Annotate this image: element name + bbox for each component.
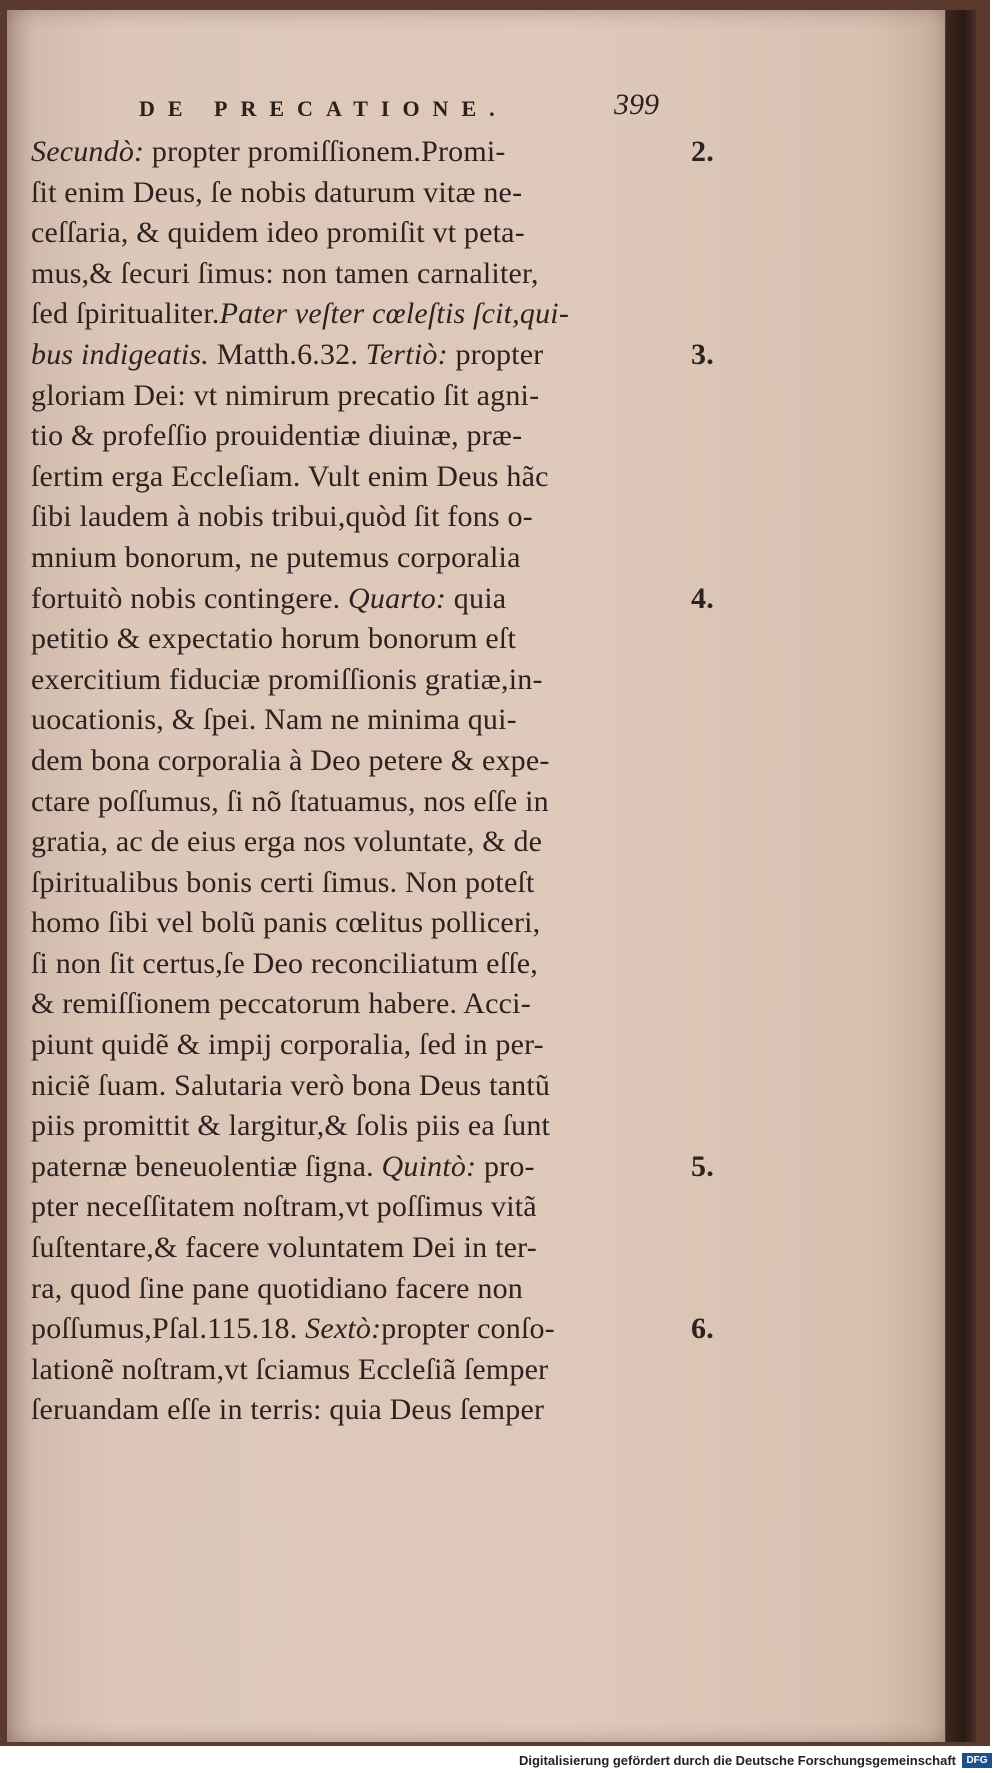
text-span: mnium bonorum, ne putemus corporalia (31, 540, 521, 574)
text-line (31, 132, 714, 173)
text-line (31, 822, 651, 863)
running-title: DE PRECATIONE. (139, 96, 508, 121)
text-span: ſibi laudem à nobis tribui,quòd ſit fons o- (31, 500, 533, 534)
text-line (31, 173, 651, 214)
text-line (31, 1269, 651, 1310)
text-span: propter conſo- (381, 1312, 555, 1346)
text-span: gratia, ac de eius erga nos voluntate, & de (31, 825, 543, 859)
text-span: lationẽ noſtram,vt ſciamus Eccleſiã ſemper (31, 1352, 549, 1386)
text-span: ctare poſſumus, ſi nõ ſtatuamus, nos eſſe in (31, 784, 549, 818)
text-line (31, 1066, 651, 1107)
text-span: mus,& ſecuri ſimus: non tamen carnaliter, (31, 256, 539, 290)
text-span: ceſſaria, & quidem ideo promiſit vt peta- (31, 216, 525, 250)
text-line (31, 741, 651, 782)
text-line (31, 254, 651, 295)
text-line (31, 863, 651, 904)
text-span: ſuſtentare,& facere voluntatem Dei in ter- (31, 1231, 537, 1265)
text-span: fortuitò nobis contingere. (31, 581, 349, 615)
dfg-logo: DFG (962, 1753, 992, 1768)
page-number: 399 (614, 88, 659, 121)
text-span: poſſumus,Pſal.115.18. (31, 1312, 306, 1346)
text-span: & remiſſionem peccatorum habere. Acci- (31, 987, 531, 1021)
text-span: ſpiritualibus bonis certi ſimus. Non poteſt (31, 865, 535, 899)
text-line (31, 294, 651, 335)
text-span: exercitium fiduciæ promiſſionis gratiæ,in- (31, 662, 543, 696)
italic-text: Pater veſter cœleſtis ſcit,qui- (219, 297, 570, 331)
italic-text: Sextò: (305, 1312, 382, 1346)
text-span: pter neceſſitatem noſtram,vt poſſimus vitã (31, 1190, 537, 1224)
text-line (31, 538, 651, 579)
text-line (31, 213, 651, 254)
text-line (31, 1350, 651, 1391)
text-span: piunt quidẽ & impij corporalia, ſed in per- (31, 1028, 544, 1062)
book-page (7, 10, 945, 1742)
text-line (31, 1106, 651, 1147)
footer-credit: Digitalisierung gefördert durch die Deutsche Forschungsgemeinschaft (518, 1753, 956, 1768)
text-line (31, 782, 651, 823)
italic-text: Secundò: (31, 135, 145, 168)
text-line (31, 700, 651, 741)
margin-number: 6. (691, 1312, 714, 1346)
text-span: Matth.6.32. (209, 337, 366, 371)
text-span: paternæ beneuolentiæ ſigna. (31, 1149, 382, 1183)
page-header (139, 90, 659, 130)
text-span: ra, quod ſine pane quotidiano facere non (31, 1271, 523, 1305)
italic-text: Tertiò: (365, 337, 448, 371)
text-span: gloriam Dei: vt nimirum precatio ſit agni- (31, 378, 540, 412)
footer-bar (0, 1748, 1000, 1773)
margin-number: 2. (691, 135, 714, 168)
text-span: ſi non ſit certus,ſe Deo reconciliatum eſſe, (31, 946, 538, 980)
margin-number: 5. (691, 1149, 714, 1183)
text-span: ſed ſpiritualiter. (31, 297, 220, 331)
text-span: ſertim erga Eccleſiam. Vult enim Deus hãc (31, 459, 549, 493)
margin-number: 3. (691, 337, 714, 371)
text-line (31, 335, 714, 376)
text-block (31, 132, 714, 1431)
text-span: niciẽ ſuam. Salutaria verò bona Deus tantũ (31, 1068, 551, 1102)
italic-text: bus indigeatis. (31, 337, 210, 371)
text-line (31, 660, 651, 701)
text-span: tio & profeſſio prouidentiæ diuinæ, præ- (31, 419, 523, 453)
text-span: uocationis, & ſpei. Nam ne minima qui- (31, 703, 517, 737)
text-line (31, 1390, 651, 1431)
text-line (31, 1187, 651, 1228)
italic-text: Quintò: (381, 1149, 477, 1183)
text-span: dem bona corporalia à Deo petere & expe- (31, 743, 550, 777)
text-span: ſeruandam eſſe in terris: quia Deus ſemper (31, 1393, 545, 1427)
text-line (31, 984, 651, 1025)
italic-text: Quarto: (348, 581, 447, 615)
text-span: quia (446, 581, 507, 615)
margin-number: 4. (691, 581, 714, 615)
text-line (31, 903, 651, 944)
text-span: homo ſibi vel bolũ panis cœlitus polliceri, (31, 906, 541, 940)
text-line (31, 1147, 714, 1188)
text-span: propter promiſſionem.Promi- (144, 135, 506, 168)
text-line (31, 1309, 714, 1350)
text-line (31, 416, 651, 457)
text-line (31, 376, 651, 417)
text-line (31, 944, 651, 985)
text-line (31, 1025, 651, 1066)
text-span: ſit enim Deus, ſe nobis daturum vitæ ne- (31, 175, 523, 209)
text-line (31, 579, 714, 620)
text-span: pro- (476, 1149, 535, 1183)
text-line (31, 497, 651, 538)
book-fore-edge (946, 10, 976, 1742)
text-line (31, 619, 651, 660)
text-line (31, 457, 651, 498)
text-span: petitio & expectatio horum bonorum eſt (31, 622, 516, 656)
text-span: piis promittit & largitur,& ſolis piis ea ſunt (31, 1109, 551, 1143)
text-line (31, 1228, 651, 1269)
text-span: propter (447, 337, 544, 371)
